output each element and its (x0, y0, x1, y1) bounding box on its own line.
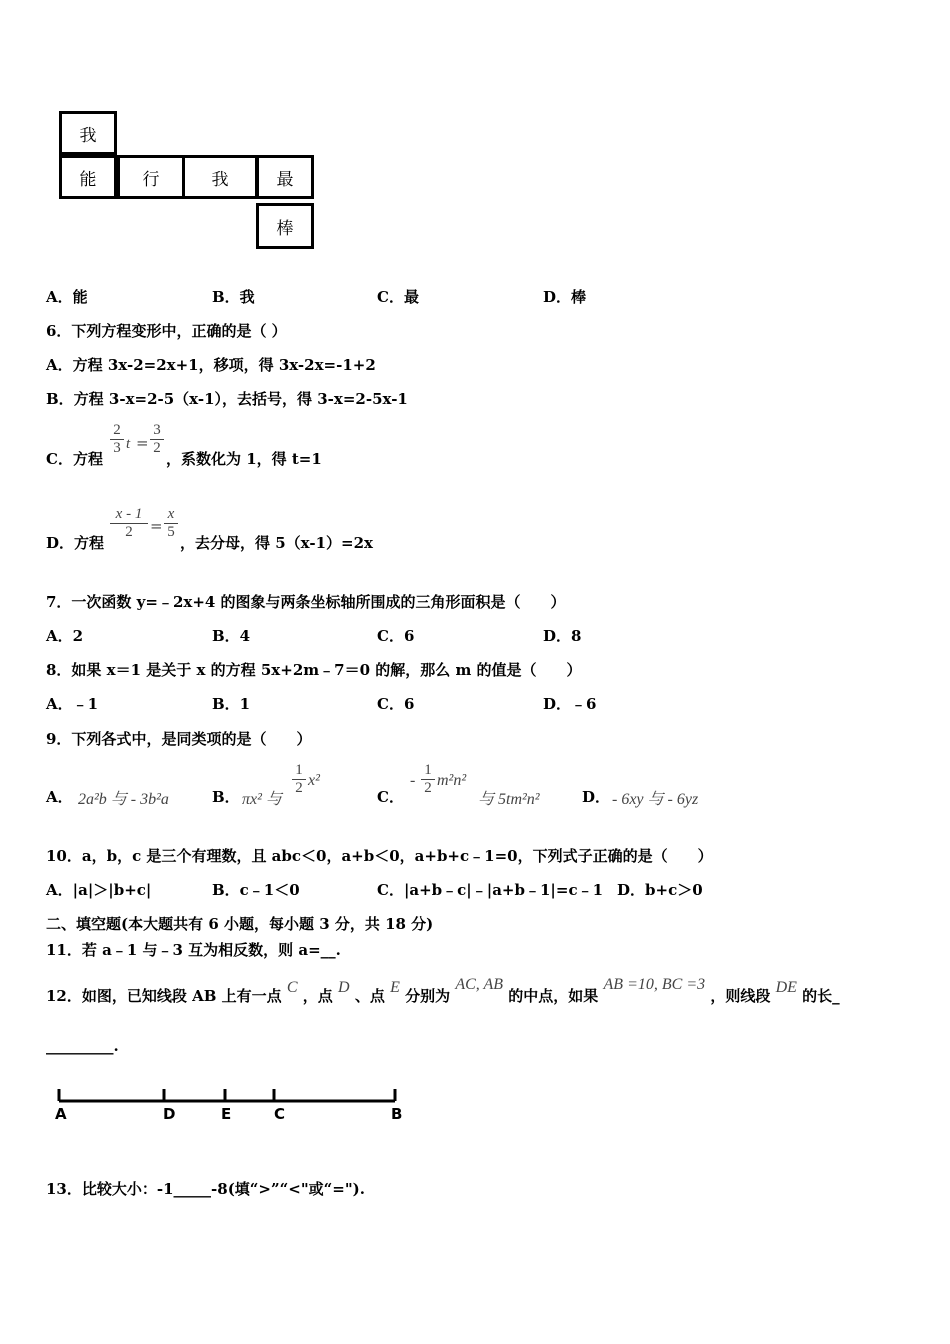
section2-title: 二、填空题(本大题共有 6 小题，每小题 3 分，共 18 分) (46, 915, 434, 933)
segment-label-c: C (274, 1105, 286, 1123)
q6-d-frac2 (164, 506, 178, 541)
q6-c-frac2 (150, 422, 164, 457)
q9-b-frac (292, 762, 306, 797)
q6-c-frac1-num: 2 (113, 422, 121, 438)
q12-p4: 分别为 (405, 987, 451, 1005)
q6-c-t: t (126, 436, 131, 452)
q6-option-d-suffix: ，去分母，得 5（x-1）=2x (180, 534, 373, 552)
q9-c-label: C． (377, 788, 404, 806)
q9-d-label: D． (582, 788, 611, 806)
q11-text: 11．若 a﹣1 与﹣3 互为相反数，则 a=__. (46, 941, 341, 959)
q6-option-c-prefix: C．方程 (46, 450, 103, 468)
q12-blank: _________. (46, 1037, 119, 1055)
q12-p3: 、点 (354, 987, 385, 1005)
q6-option-c-suffix: ，系数化为 1，得 t=1 (166, 450, 322, 468)
q12-de: DE (775, 979, 797, 996)
net-cell-1: 能 (59, 155, 117, 199)
net-cell-3: 我 (182, 155, 258, 199)
q8-option-b: B．1 (212, 695, 251, 713)
q8-option-d: D．﹣6 (543, 695, 597, 713)
q6-c-frac1 (110, 422, 124, 457)
segment-label-a: A (55, 1105, 67, 1123)
q6-c-frac1-den: 3 (110, 439, 124, 457)
q9-c-frac (421, 762, 435, 797)
q9-a-label: A． (46, 788, 73, 806)
q9-b-label: B． (212, 788, 240, 806)
q6-d-frac1 (110, 506, 148, 541)
q10-option-c: C．|a+b﹣c|﹣|a+b﹣1|=c﹣1 (377, 881, 604, 899)
q6-option-d-prefix: D．方程 (46, 534, 105, 552)
q6-d-frac1-den: 2 (110, 523, 148, 541)
q9-c-frac-num: 1 (424, 762, 432, 778)
q12-point-e: E (390, 979, 400, 996)
q9-b-frac-num: 1 (295, 762, 303, 778)
q12-cond: AB =10, BC =3 (603, 976, 706, 993)
q6-c-eq: = (136, 434, 149, 452)
q6-c-frac2-den: 2 (150, 439, 164, 457)
q6-c-frac2-num: 3 (153, 422, 161, 438)
q9-b-frac-den: 2 (292, 779, 306, 797)
q8-stem: 8．如果 x＝1 是关于 x 的方程 5x+2m﹣7＝0 的解，那么 m 的值是（ ） (46, 661, 582, 679)
q9-b-expr2: x² (308, 772, 320, 789)
q7-option-a: A．2 (46, 627, 84, 645)
q12-point-c: C (286, 979, 298, 996)
q5-option-b: B．我 (212, 288, 255, 306)
q9-stem: 9．下列各式中，是同类项的是（ ） (46, 730, 312, 748)
q5-option-a: A．能 (46, 288, 88, 306)
q12-p5: 的中点，如果 (508, 987, 599, 1005)
q5-option-c: C．最 (377, 288, 419, 306)
q6-stem: 6．下列方程变形中，正确的是（ ） (46, 322, 287, 340)
q9-c-expr2: 与 5tm²n² (478, 791, 540, 808)
q13-text: 13．比较大小：-1_____-8(填“>”“<"或“="). (46, 1180, 365, 1198)
q10-option-d: D．b+c＞0 (617, 881, 703, 899)
q7-option-b: B．4 (212, 627, 251, 645)
q7-option-d: D．8 (543, 627, 582, 645)
net-cell-4: 最 (256, 155, 314, 199)
segment-label-b: B (391, 1105, 403, 1123)
q12-p2: ，点 (302, 987, 333, 1005)
q9-c-frac-den: 2 (421, 779, 435, 797)
q7-option-c: C．6 (377, 627, 415, 645)
q6-d-eq: = (150, 517, 163, 535)
q9-a-expr: 2a²b 与 - 3b²a (78, 791, 169, 808)
q12-acab: AC, AB (455, 976, 504, 993)
net-cell-bottom: 棒 (256, 203, 314, 249)
q7-stem: 7．一次函数 y=﹣2x+4 的图象与两条坐标轴所围成的三角形面积是（ ） (46, 593, 566, 611)
q9-b-expr1: πx² 与 (242, 791, 282, 808)
q9-d-expr: - 6xy 与 - 6yz (612, 791, 699, 808)
q9-c-expr1: m²n² (437, 772, 467, 789)
q8-option-c: C．6 (377, 695, 415, 713)
q6-option-b: B．方程 3-x=2-5（x-1），去括号，得 3-x=2-5x-1 (46, 390, 408, 408)
q8-option-a: A．﹣1 (46, 695, 99, 713)
net-cell-2: 行 (117, 155, 185, 199)
q10-stem: 10．a，b，c 是三个有理数，且 abc＜0，a+b＜0，a+b+c﹣1=0，下列式子正确的是（ ） (46, 847, 713, 865)
q10-option-a: A．|a|＞|b+c| (46, 881, 152, 899)
q6-d-frac2-num: x (167, 506, 175, 522)
q12-point-d: D (338, 979, 350, 996)
q12-line (46, 976, 840, 1006)
q5-option-d: D．棒 (543, 288, 587, 306)
q12-p1: 12．如图，已知线段 AB 上有一点 (46, 987, 282, 1005)
net-cell-top: 我 (59, 111, 117, 155)
q12-p6: ，则线段 (710, 987, 771, 1005)
segment-label-e: E (221, 1105, 232, 1123)
q10-option-b: B．c﹣1＜0 (212, 881, 300, 899)
q12-p7: 的长_ (802, 987, 840, 1005)
segment-label-d: D (163, 1105, 176, 1123)
q6-option-a: A．方程 3x-2=2x+1，移项，得 3x-2x=-1+2 (46, 356, 376, 374)
q6-d-frac2-den: 5 (164, 523, 178, 541)
q9-c-minus: - (410, 772, 416, 789)
q6-d-frac1-num: x - 1 (115, 506, 143, 522)
